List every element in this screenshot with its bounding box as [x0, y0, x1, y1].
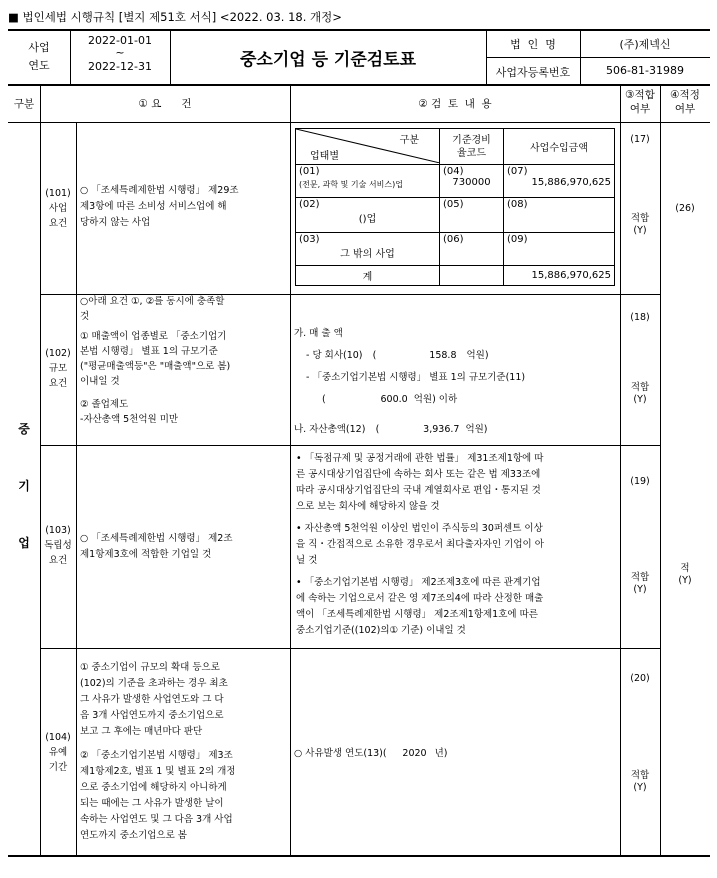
row-104-review: ○ 사유발생 연도(13)( 2020 년) — [294, 748, 448, 759]
row-104-name: (104) 유예 기간 — [45, 732, 71, 773]
col-fit: ③적합 여부 — [625, 89, 655, 115]
col-category: 구분 — [13, 98, 35, 110]
period-start: 2022-01-01 — [88, 34, 152, 47]
event-year: 2020 — [402, 748, 427, 759]
r1-amount: 15,886,970,625 — [531, 177, 611, 188]
corp-name-label: 법 인 명 — [510, 38, 556, 51]
row-104-requirement: ① 중소기업이 규모의 확대 등으로 (102)의 기준을 초과하는 경우 최초 그 사유가 발생한 사업연도와 그 다 음 3개 사업연도까지 중소기업으로 보고 그 후에는 매년마다 판단 ② 「중소기업기본법 시행령」 제3조 제1항제2호, 별표 1 및 별표 2의 개정 으로 중소기업에 해당하지 아니하게 되는 때에는 그 사유가 발생한 날이 속하는 사업연도 및 그 다음 3개 사업 연도까지 중소기업으로 봄 — [80, 662, 236, 841]
fiscal-period: 2022-01-01 ~ 2022-12-31 — [70, 35, 170, 73]
row-103-review: • 「독점규제 및 공정거래에 관한 법률」 제31조제1항에 따 른 공시대상기업집단에 속하는 회사 또는 같은 법 제33조에 따라 공시대상기업집단의 국내 계열회사로 편입・통지된 것 으로 보는 회사에 해당하지 않을 것 • 자산총액 5천억원 이상인 법인이 주식등의 30퍼센트 이상 을 직・간접적으로 소유한 경우로서 최다출자자인 기업이 아 닐 것 • 「중소기업기본법 시행령」 제2조제3호에 따른 관계기업 에 속하는 기업으로서 같은 영 제7조의4에 따라 산정한 매출 액이 「조세특례제한법 시행령」 제2조제1항제1호에 따른 중소기업기준((102)의① 기준) 이내일 것 — [296, 453, 544, 636]
total-amount: 15,886,970,625 — [504, 266, 615, 286]
biz-no-label: 사업자등록번호 — [495, 66, 571, 79]
col-proper: ④적정 여부 — [670, 89, 700, 115]
table-bottom-border — [8, 855, 710, 857]
category-sme-label: 중 기 업 — [18, 422, 30, 550]
row-102-requirement: ○아래 요건 ①, ②를 동시에 충족할 것 ① 매출액이 업종별로 「중소기업기 본법 시행령」 별표 1의 규모기준 ("평균매출액등"은 "매출액"으로 봄) 이내일 것 ② 졸업제도 -자산총액 5천억원 미만 — [80, 296, 231, 425]
sales-threshold: 600.0 — [380, 394, 408, 405]
row-102-review: 가. 매 출 액 - 당 회사(10) ( 158.8 억원) - 「중소기업기본법 시행령」 별표 1의 규모기준(11) ( 600.0 억원) 이하 나. 자산총액(12) ( 3,936.7 억원) — [294, 323, 618, 441]
industry-income-table: 구분 업태별 기준경비 율코드 사업수입금액 (01) (전문, 과학 및 기술 서비스)업 (04) 730000 (07) 15,886,970,625 (02) ()업 (05) (08) (03) 그 밖의 사업 (06) (09) 계 15,886,970,625 — [295, 128, 615, 286]
row-104-fit-code: (20) — [630, 673, 650, 684]
row-101-name: (101) 사업 요건 — [45, 188, 71, 229]
row-103-name: (103) 독립성 요건 — [44, 525, 72, 566]
row-102-fit-code: (18) — [630, 312, 650, 323]
form-reference: ■ 법인세법 시행규칙 [별지 제51호 서식] <2022. 03. 18. 개정> — [8, 10, 342, 24]
sales-amount: 158.8 — [429, 350, 457, 361]
form-title: 중소기업 등 기준검토표 — [239, 50, 417, 70]
total-assets: 3,936.7 — [423, 424, 460, 435]
row-102-fit: 적합 (Y) — [630, 382, 650, 405]
row-103-fit-code: (19) — [630, 476, 650, 487]
col-requirements: ① 요 건 — [138, 98, 192, 110]
biz-no: 506-81-31989 — [606, 64, 684, 77]
row-102-name: (102) 규모 요건 — [45, 348, 71, 389]
row-101-fit-code: (17) — [630, 134, 650, 145]
fiscal-year-label: 사업 연도 — [28, 41, 50, 72]
row-104-fit: 적합 (Y) — [630, 770, 650, 793]
period-end: 2022-12-31 — [88, 60, 152, 73]
r1-rate-code: 730000 — [452, 177, 491, 188]
proper-result: 적 (Y) — [678, 563, 692, 586]
header-top-border — [8, 29, 710, 31]
row-103-fit: 적합 (Y) — [630, 572, 650, 595]
header-diagonal-cell: 구분 업태별 — [296, 129, 440, 165]
row-101-fit: 적합 (Y) — [630, 213, 650, 236]
col-review: ② 검 토 내 용 — [418, 98, 492, 110]
row-101-requirement: ○ 「조세특례제한법 시행령」 제29조 제3항에 따른 소비성 서비스업에 해 당하지 않는 사업 — [80, 185, 239, 228]
header-bottom-border — [8, 84, 710, 86]
proper-code: (26) — [675, 203, 695, 214]
corp-name: (주)제넥신 — [619, 38, 671, 51]
row-103-requirement: ○ 「조세특례제한법 시행령」 제2조 제1항제3호에 적합한 기업일 것 — [80, 533, 233, 560]
